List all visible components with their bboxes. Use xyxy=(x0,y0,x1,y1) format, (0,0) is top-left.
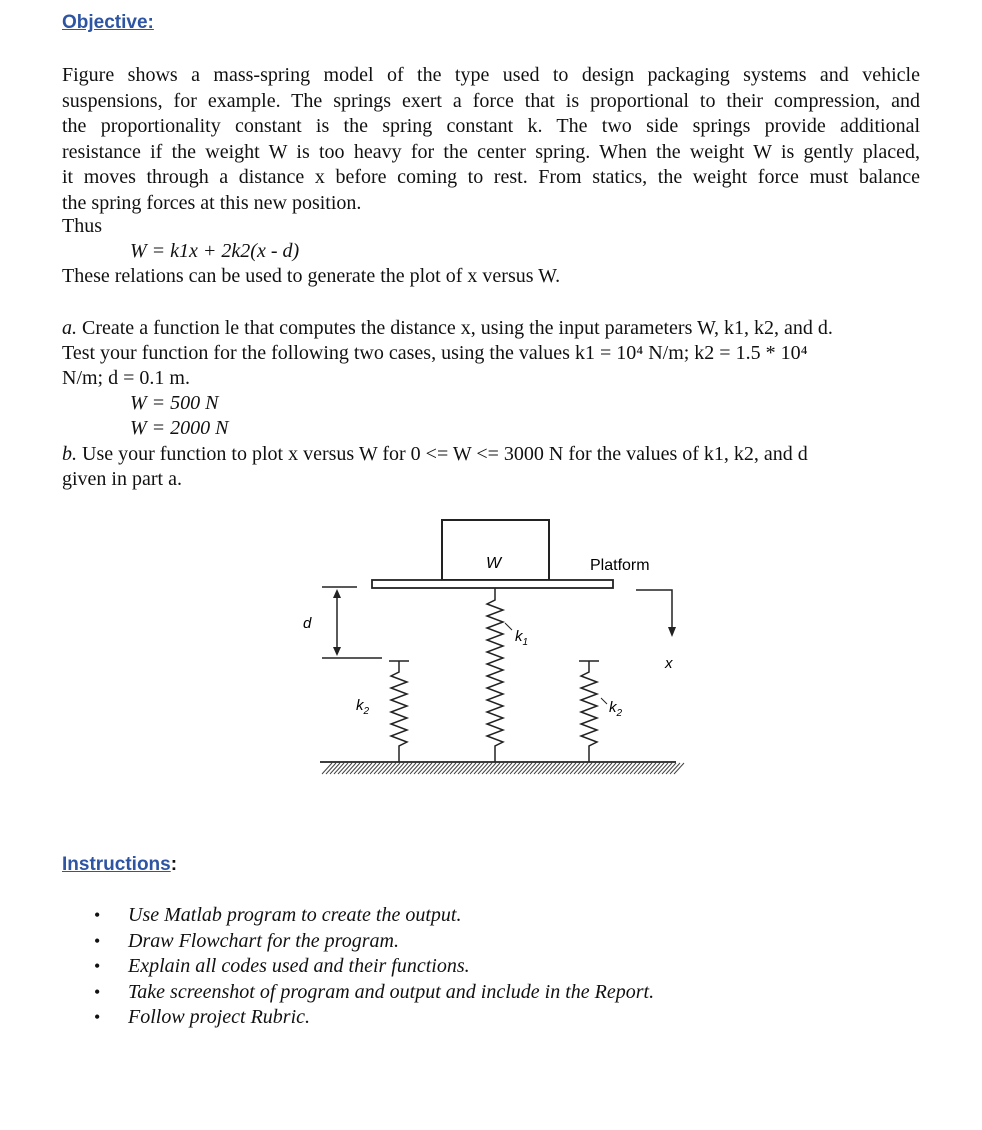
d-arrow-down xyxy=(333,647,341,656)
platform xyxy=(372,580,613,588)
part-a-line-2: Test your function for the following two cases, using the values k1 = 10⁴ N/m; k2 = 1.5 * 10⁴ xyxy=(62,342,808,364)
list-item: • Take screenshot of program and output and include in the Report. xyxy=(80,980,654,1006)
paragraph-line: resistance if the weight W is too heavy for the center spring. When the weight W is gently placed, xyxy=(62,140,920,163)
part-a-line-3: N/m; d = 0.1 m. xyxy=(62,367,190,389)
x-arrow-head xyxy=(668,627,676,637)
right-spring xyxy=(581,661,597,762)
mass-spring-figure xyxy=(300,510,700,790)
part-a-line-1 xyxy=(62,316,833,341)
list-item: • Explain all codes used and their functions. xyxy=(80,954,654,980)
instructions-list xyxy=(80,903,654,1031)
paragraph-line: suspensions, for example. The springs exert a force that is proportional to their compression, and xyxy=(62,89,920,112)
list-item: • Follow project Rubric. xyxy=(80,1005,654,1031)
case-2: W = 2000 N xyxy=(130,417,229,439)
x-label: x xyxy=(665,655,673,672)
paragraph-line: it moves through a distance x before coming to rest. From statics, the weight force must balance xyxy=(62,166,920,188)
k1-label: $k_1$ xyxy=(515,628,529,648)
equation: W = k1x + 2k2(x - d) xyxy=(130,240,300,262)
thus-text: Thus xyxy=(62,215,102,237)
part-b-line-2: given in part a. xyxy=(62,468,182,490)
objective-paragraph xyxy=(62,63,920,216)
x-arrow-line xyxy=(636,590,672,630)
ground-hatching xyxy=(322,763,684,774)
d-label: d xyxy=(303,615,312,632)
part-b-line-1 xyxy=(62,442,808,467)
objective-heading: Objective: xyxy=(62,12,154,33)
d-arrow-up xyxy=(333,589,341,598)
paragraph-line: the spring forces at this new position. xyxy=(62,191,362,214)
instructions-colon: : xyxy=(170,854,178,875)
instructions-heading-text: Instructions xyxy=(62,854,171,875)
paragraph-line: Figure shows a mass-spring model of the type used to design packaging systems and vehicle xyxy=(62,64,920,86)
platform-label: Platform xyxy=(590,557,650,574)
part-b-label: b. xyxy=(62,443,77,465)
case-1: W = 500 N xyxy=(130,392,219,414)
k1-leader xyxy=(505,623,512,630)
paragraph-line: the proportionality constant is the spring constant k. The two side springs provide additional xyxy=(62,115,920,137)
k2-left-label: $k_2$ xyxy=(356,697,370,717)
part-a-text: Create a function le that computes the distance x, using the input parameters W, k1, k2, and d. xyxy=(82,317,833,339)
relations-text: These relations can be used to generate the plot of x versus W. xyxy=(62,265,561,287)
list-item: • Draw Flowchart for the program. xyxy=(80,929,654,955)
k2-right-label: $k_2$ xyxy=(609,699,623,719)
center-spring xyxy=(487,588,503,762)
instructions-heading xyxy=(62,854,177,876)
left-spring xyxy=(391,661,407,762)
list-item: • Use Matlab program to create the output. xyxy=(80,903,654,929)
part-b-text: Use your function to plot x versus W for 0 <= W <= 3000 N for the values of k1, k2, and d xyxy=(82,443,808,465)
mass-label: W xyxy=(486,555,502,572)
part-a-label: a. xyxy=(62,317,77,339)
k2-right-leader xyxy=(601,698,607,704)
